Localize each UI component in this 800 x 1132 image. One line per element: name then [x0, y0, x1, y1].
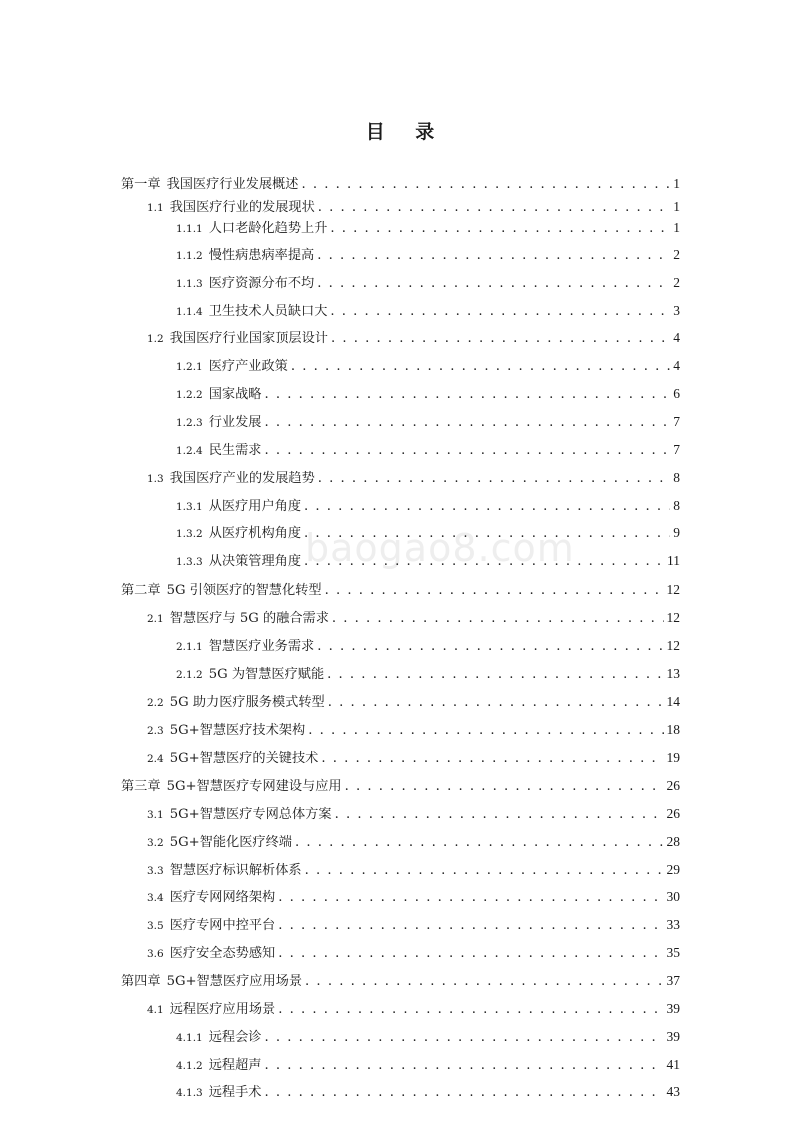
toc-entry-page: 35 — [666, 945, 680, 960]
toc-entry-page: 2 — [673, 275, 680, 290]
toc-entry-label: 从决策管理角度 — [208, 554, 302, 569]
toc-entry[interactable] — [147, 916, 680, 935]
toc-entry[interactable] — [176, 524, 680, 543]
toc-entry[interactable] — [147, 609, 680, 628]
toc-leader-dots — [328, 694, 664, 712]
toc-entry-label: 行业发展 — [208, 415, 262, 430]
toc-entry-label: 5G+智慧医疗技术架构 — [169, 723, 306, 738]
toc-entry[interactable] — [147, 861, 680, 880]
toc-entry-number: 1.1.1 — [176, 223, 203, 235]
toc-leader-dots — [325, 582, 664, 600]
toc-entry-label: 远程超声 — [208, 1058, 262, 1073]
toc-entry-label: 医疗安全态势感知 — [169, 946, 276, 961]
toc-entry-page: 4 — [673, 330, 680, 345]
toc-entry-label: 远程手术 — [208, 1085, 262, 1100]
toc-leader-dots — [321, 750, 663, 768]
toc-entry-page: 19 — [666, 750, 680, 765]
toc-leader-dots — [278, 1001, 663, 1019]
toc-entry-page: 37 — [666, 973, 680, 988]
toc-entry-page: 1 — [673, 176, 680, 191]
toc-leader-dots — [304, 498, 670, 516]
toc-entry-page: 1 — [673, 199, 680, 214]
toc-entry-label: 国家战略 — [208, 387, 262, 402]
toc-entry-page: 39 — [666, 1029, 680, 1044]
toc-entry-page: 41 — [666, 1057, 680, 1072]
toc-entry-number: 4.1.3 — [176, 1087, 203, 1099]
toc-entry-page: 1 — [673, 220, 680, 235]
toc-entry-number: 1.3.1 — [176, 501, 203, 513]
toc-entry-label: 我国医疗行业国家顶层设计 — [169, 331, 328, 346]
toc-leader-dots — [278, 917, 663, 935]
toc-entry[interactable] — [147, 721, 680, 740]
toc-leader-dots — [304, 553, 664, 571]
toc-entry-label: 5G+智慧医疗的关键技术 — [169, 751, 319, 766]
toc-entry-label: 医疗专网网络架构 — [169, 890, 276, 905]
toc-entry[interactable] — [176, 1083, 680, 1102]
toc-leader-dots — [345, 778, 664, 796]
toc-entry[interactable] — [176, 246, 680, 265]
toc-leader-dots — [318, 199, 670, 217]
toc-leader-dots — [295, 834, 664, 852]
toc-entry-page: 7 — [673, 414, 680, 429]
toc-entry[interactable] — [176, 637, 680, 656]
toc-entry-label: 5G 为智慧医疗赋能 — [208, 667, 325, 682]
toc-entry-page: 33 — [666, 917, 680, 932]
toc-entry-number: 3.2 — [147, 837, 164, 849]
toc-entry[interactable] — [147, 833, 680, 852]
toc-leader-dots — [330, 220, 670, 238]
toc-entry-number: 2.1.2 — [176, 669, 203, 681]
toc-entry-label: 医疗专网中控平台 — [169, 918, 276, 933]
toc-entry-number: 3.6 — [147, 948, 164, 960]
toc-entry-label: 5G 引领医疗的智慧化转型 — [166, 583, 322, 598]
toc-entry-label: 卫生技术人员缺口大 — [208, 304, 328, 319]
toc-entry-page: 14 — [666, 694, 680, 709]
toc-entry-label: 我国医疗产业的发展趋势 — [169, 471, 315, 486]
toc-leader-dots — [301, 176, 670, 194]
toc-entry-label: 智慧医疗业务需求 — [208, 639, 315, 654]
toc-entry-number: 3.1 — [147, 809, 164, 821]
toc-entry[interactable] — [147, 888, 680, 907]
toc-entry-page: 3 — [673, 303, 680, 318]
toc-leader-dots — [278, 889, 663, 907]
toc-leader-dots — [317, 275, 670, 293]
toc-leader-dots — [330, 303, 670, 321]
toc-entry[interactable] — [176, 1028, 680, 1047]
toc-leader-dots — [335, 806, 664, 824]
toc-entry-label: 慢性病患病率提高 — [208, 248, 315, 263]
toc-leader-dots — [305, 862, 664, 880]
toc-entry-number: 第四章 — [121, 974, 161, 989]
toc-entry-number: 1.2.4 — [176, 445, 203, 457]
toc-leader-dots — [327, 666, 663, 684]
toc-entry[interactable] — [147, 469, 680, 488]
toc-entry[interactable] — [147, 944, 680, 963]
toc-entry-label: 远程会诊 — [208, 1030, 262, 1045]
toc-entry-label: 智慧医疗标识解析体系 — [169, 863, 302, 878]
watermark: baogao8.com — [305, 526, 575, 570]
toc-leader-dots — [317, 247, 670, 265]
toc-entry[interactable] — [176, 302, 680, 321]
toc-entry-number: 3.3 — [147, 865, 164, 877]
toc-entry-number: 1.1 — [147, 202, 164, 214]
toc-entry-number: 第二章 — [121, 583, 161, 598]
toc-entry-label: 5G+智能化医疗终端 — [169, 835, 292, 850]
toc-entry-number: 3.5 — [147, 920, 164, 932]
toc-entry[interactable] — [147, 329, 680, 348]
toc-entry-number: 1.1.4 — [176, 306, 203, 318]
toc-entry-page: 12 — [666, 638, 680, 653]
toc-entry-page: 8 — [673, 498, 680, 513]
toc-entry-page: 26 — [666, 806, 680, 821]
toc-entry-number: 1.2.2 — [176, 389, 203, 401]
toc-entry-label: 从医疗机构角度 — [208, 526, 302, 541]
toc-leader-dots — [305, 973, 663, 991]
toc-entry-page: 30 — [666, 889, 680, 904]
toc-entry-number: 4.1 — [147, 1004, 164, 1016]
toc-leader-dots — [264, 414, 670, 432]
toc-entry-number: 1.3.2 — [176, 528, 203, 540]
toc-leader-dots — [332, 610, 664, 628]
toc-entry-page: 18 — [666, 722, 680, 737]
toc-entry[interactable] — [176, 497, 680, 516]
toc-entry-number: 1.1.2 — [176, 250, 203, 262]
toc-entry-number: 第一章 — [121, 177, 161, 192]
toc-leader-dots — [264, 1029, 663, 1047]
toc-entry-page: 13 — [666, 666, 680, 681]
toc-entry-page: 6 — [673, 386, 680, 401]
toc-entry-number: 1.2 — [147, 333, 164, 345]
toc-entry-number: 1.3 — [147, 473, 164, 485]
toc-entry-label: 5G+智慧医疗应用场景 — [166, 974, 303, 989]
toc-entry[interactable] — [176, 552, 680, 571]
toc-entry-label: 远程医疗应用场景 — [169, 1002, 276, 1017]
toc-entry[interactable] — [176, 219, 680, 238]
toc-leader-dots — [264, 1057, 663, 1075]
toc-entry-page: 11 — [667, 553, 680, 568]
toc-entry-page: 12 — [666, 582, 680, 597]
toc-entry-page: 8 — [673, 470, 680, 485]
toc-entry[interactable] — [176, 413, 680, 432]
toc-entry[interactable] — [121, 175, 680, 194]
toc-entry-number: 第三章 — [121, 779, 161, 794]
toc-entry-number: 1.1.3 — [176, 278, 203, 290]
toc-entry-page: 9 — [673, 525, 680, 540]
toc-entry[interactable] — [176, 385, 680, 404]
toc-entry[interactable] — [147, 805, 680, 824]
toc-entry-label: 我国医疗行业的发展现状 — [169, 200, 315, 215]
toc-entry-number: 3.4 — [147, 892, 164, 904]
toc-entry-number: 2.1.1 — [176, 641, 203, 653]
toc-entry-label: 民生需求 — [208, 443, 262, 458]
toc-entry-number: 4.1.1 — [176, 1032, 203, 1044]
toc-entry-label: 人口老龄化趋势上升 — [208, 221, 328, 236]
toc-entry-label: 医疗资源分布不均 — [208, 276, 315, 291]
toc-entry-number: 1.3.3 — [176, 556, 203, 568]
toc-entry[interactable] — [176, 1056, 680, 1075]
toc-entry[interactable] — [176, 357, 680, 376]
toc-leader-dots — [304, 525, 670, 543]
toc-entry[interactable] — [147, 749, 680, 768]
toc-entry[interactable] — [176, 274, 680, 293]
toc-leader-dots — [308, 722, 663, 740]
toc-entry-page: 28 — [666, 834, 680, 849]
toc-entry-label: 从医疗用户角度 — [208, 499, 302, 514]
toc-entry-page: 29 — [666, 862, 680, 877]
toc-entry[interactable] — [147, 1000, 680, 1019]
toc-leader-dots — [264, 442, 670, 460]
toc-entry-page: 26 — [666, 778, 680, 793]
page-title: 目 录 — [365, 121, 447, 143]
toc-leader-dots — [291, 358, 670, 376]
toc-leader-dots — [278, 945, 663, 963]
toc-leader-dots — [317, 638, 663, 656]
toc-entry[interactable] — [147, 693, 680, 712]
toc-entry[interactable] — [176, 441, 680, 460]
toc-entry-label: 我国医疗行业发展概述 — [166, 177, 299, 192]
toc-entry-number: 2.3 — [147, 725, 164, 737]
toc-entry-number: 2.2 — [147, 697, 164, 709]
toc-entry-label: 5G 助力医疗服务模式转型 — [169, 695, 325, 710]
toc-entry-label: 智慧医疗与 5G 的融合需求 — [169, 611, 329, 626]
toc-entry-page: 39 — [666, 1001, 680, 1016]
toc-entry-page: 7 — [673, 442, 680, 457]
toc-leader-dots — [331, 330, 670, 348]
toc-entry-page: 43 — [666, 1084, 680, 1099]
toc-entry[interactable] — [147, 198, 680, 217]
toc-entry[interactable] — [121, 972, 680, 991]
toc-entry-page: 2 — [673, 247, 680, 262]
toc-entry[interactable] — [176, 665, 680, 684]
toc-entry[interactable] — [121, 777, 680, 796]
toc-entry-number: 2.4 — [147, 753, 164, 765]
toc-entry-page: 12 — [666, 610, 680, 625]
toc-entry-page: 4 — [673, 358, 680, 373]
toc-entry-number: 1.2.1 — [176, 361, 203, 373]
toc-entry-number: 1.2.3 — [176, 417, 203, 429]
toc-entry[interactable] — [121, 581, 680, 600]
toc-leader-dots — [264, 386, 670, 404]
toc-leader-dots — [264, 1084, 663, 1102]
toc-entry-number: 4.1.2 — [176, 1060, 203, 1072]
toc-entry-label: 5G+智慧医疗专网建设与应用 — [166, 779, 342, 794]
toc-leader-dots — [318, 470, 670, 488]
toc-entry-label: 医疗产业政策 — [208, 359, 288, 374]
toc-entry-label: 5G+智慧医疗专网总体方案 — [169, 807, 332, 822]
toc-entry-number: 2.1 — [147, 613, 164, 625]
